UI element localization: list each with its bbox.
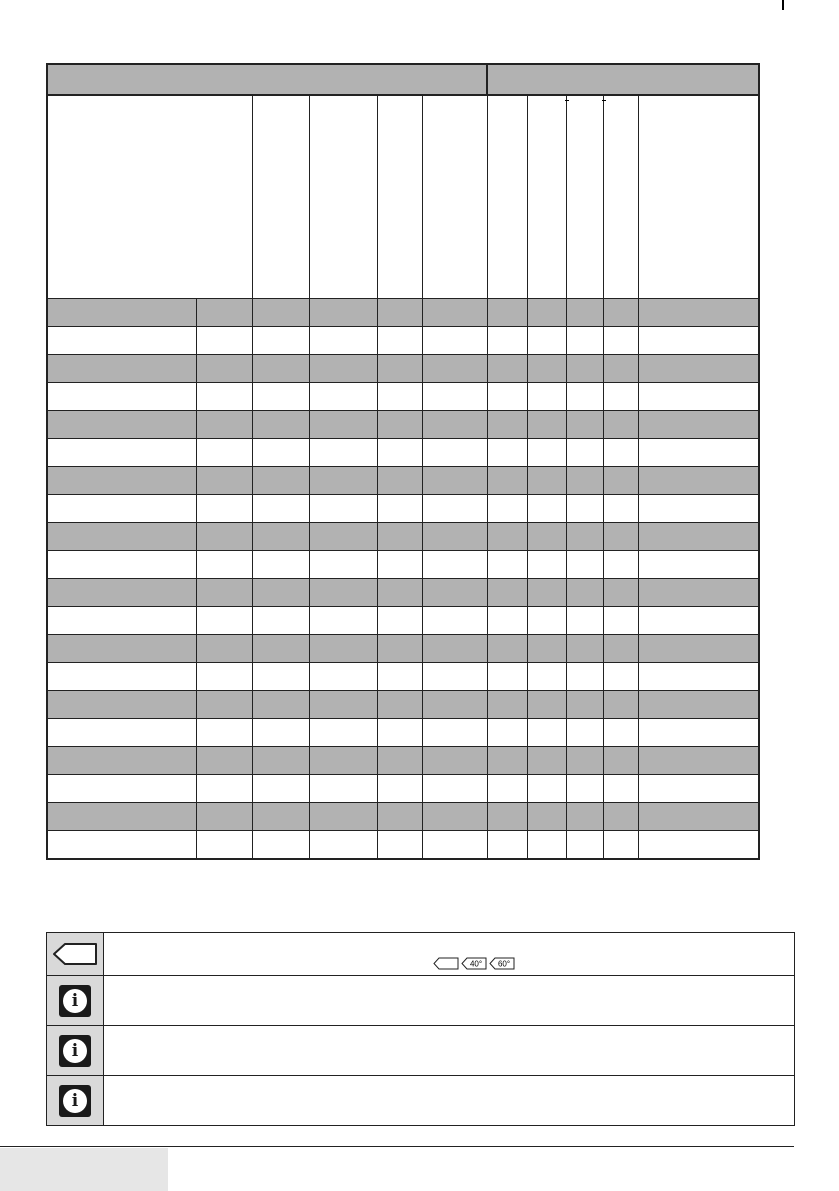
table-cell [638, 635, 759, 663]
table-cell [638, 663, 759, 691]
column-header-programme [47, 95, 252, 299]
table-cell [252, 803, 309, 831]
table-cell [309, 747, 377, 775]
table-cell [422, 327, 487, 355]
table-cell [527, 579, 566, 607]
table-cell [487, 411, 527, 439]
table-cell [196, 775, 252, 803]
table-cell [422, 579, 487, 607]
table-cell [196, 495, 252, 523]
table-cell [196, 411, 252, 439]
table-cell [603, 691, 638, 719]
programme-name-cell [47, 803, 196, 831]
table-cell [309, 523, 377, 551]
table-cell [487, 495, 527, 523]
table-cell [196, 355, 252, 383]
table-cell [603, 551, 638, 579]
table-cell [527, 467, 566, 495]
table-cell [603, 523, 638, 551]
table-cell [487, 439, 527, 467]
table-cell [638, 327, 759, 355]
table-cell [422, 299, 487, 327]
table-cell [422, 607, 487, 635]
table-row [47, 551, 759, 579]
table-row [47, 775, 759, 803]
temperature-tags [433, 957, 515, 970]
table-cell [487, 747, 527, 775]
table-cell [422, 719, 487, 747]
table-cell [566, 607, 603, 635]
table-cell [566, 579, 603, 607]
table-cell [527, 775, 566, 803]
table-cell [252, 355, 309, 383]
table-cell [527, 803, 566, 831]
programme-name-cell [47, 607, 196, 635]
table-cell [377, 719, 422, 747]
table-cell [377, 355, 422, 383]
header-tick-mark [565, 100, 569, 101]
table-cell [377, 495, 422, 523]
column-header [527, 95, 566, 299]
table-cell [309, 607, 377, 635]
table-cell [603, 579, 638, 607]
table-cell [487, 803, 527, 831]
programme-name-cell [47, 299, 196, 327]
table-cell [252, 523, 309, 551]
column-header [309, 95, 377, 299]
table-cell [377, 523, 422, 551]
table-row [47, 495, 759, 523]
table-cell [566, 355, 603, 383]
table-cell [422, 691, 487, 719]
table-cell [487, 523, 527, 551]
table-cell [252, 467, 309, 495]
table-cell [309, 635, 377, 663]
table-cell [527, 635, 566, 663]
info-icon-cell [47, 933, 104, 975]
table-row [47, 579, 759, 607]
table-cell [566, 439, 603, 467]
table-cell [638, 719, 759, 747]
table-cell [252, 299, 309, 327]
table-cell [566, 495, 603, 523]
programme-name-cell [47, 747, 196, 775]
table-row [47, 635, 759, 663]
table-cell [566, 411, 603, 439]
table-cell [487, 663, 527, 691]
info-text [104, 1026, 794, 1075]
table-cell [252, 719, 309, 747]
table-cell [309, 495, 377, 523]
programme-name-cell [47, 719, 196, 747]
programme-name-cell [47, 383, 196, 411]
table-row [47, 747, 759, 775]
table-cell [377, 327, 422, 355]
table-cell [422, 775, 487, 803]
table-cell [527, 495, 566, 523]
column-header [487, 95, 527, 299]
table-cell [309, 775, 377, 803]
svg-text:60°: 60° [497, 959, 511, 969]
table-row [47, 411, 759, 439]
table-cell [252, 551, 309, 579]
programme-name-cell [47, 551, 196, 579]
table-cell [527, 831, 566, 860]
programme-name-cell [47, 439, 196, 467]
table-row [47, 383, 759, 411]
info-row-note [47, 1026, 794, 1076]
table-row [47, 299, 759, 327]
info-icon-cell [47, 976, 104, 1025]
table-cell [603, 719, 638, 747]
table-cell [487, 635, 527, 663]
table-cell [638, 495, 759, 523]
table-cell [566, 523, 603, 551]
table-cell [422, 551, 487, 579]
table-cell [377, 663, 422, 691]
table-cell [309, 803, 377, 831]
option-group-header [487, 64, 759, 95]
table-cell [527, 439, 566, 467]
table-cell [309, 579, 377, 607]
tag-60-icon [489, 957, 515, 970]
table-cell [422, 495, 487, 523]
table-cell [422, 467, 487, 495]
info-row-label [47, 933, 794, 976]
table-cell [603, 635, 638, 663]
table-cell [566, 747, 603, 775]
blank-tag-icon [433, 957, 459, 970]
table-row [47, 719, 759, 747]
table-cell [527, 411, 566, 439]
table-cell [309, 383, 377, 411]
table-cell [196, 439, 252, 467]
info-icon-cell [47, 1076, 104, 1125]
table-cell [377, 803, 422, 831]
table-row [47, 607, 759, 635]
table-cell [377, 411, 422, 439]
table-row [47, 663, 759, 691]
table-cell [638, 803, 759, 831]
table-cell [638, 411, 759, 439]
programme-name-cell [47, 327, 196, 355]
table-cell [422, 411, 487, 439]
table-cell [638, 747, 759, 775]
info-box [46, 932, 795, 1126]
table-cell [252, 327, 309, 355]
programme-group-header [47, 64, 487, 95]
table-cell [527, 663, 566, 691]
table-cell [603, 831, 638, 860]
table-cell [566, 551, 603, 579]
table-cell [377, 747, 422, 775]
table-cell [603, 747, 638, 775]
svg-text:40°: 40° [469, 959, 483, 969]
programme-table [46, 63, 760, 860]
table-cell [603, 803, 638, 831]
table-cell [603, 495, 638, 523]
info-icon: i [59, 1085, 91, 1117]
table-row [47, 439, 759, 467]
table-cell [196, 467, 252, 495]
table-cell [487, 607, 527, 635]
table-cell [487, 691, 527, 719]
info-row-note [47, 1076, 794, 1125]
table-cell [527, 719, 566, 747]
table-cell [309, 663, 377, 691]
table-cell [603, 383, 638, 411]
table-cell [196, 327, 252, 355]
table-cell [527, 607, 566, 635]
table-cell [566, 775, 603, 803]
table-cell [487, 579, 527, 607]
programme-name-cell [47, 691, 196, 719]
footer-page-tab [0, 1148, 168, 1191]
column-header [566, 95, 603, 299]
table-cell [309, 299, 377, 327]
table-cell [566, 719, 603, 747]
info-text [104, 976, 794, 1025]
table-cell [196, 803, 252, 831]
table-cell [487, 775, 527, 803]
table-cell [422, 523, 487, 551]
table-cell [196, 691, 252, 719]
table-cell [196, 831, 252, 860]
table-cell [196, 299, 252, 327]
table-cell [196, 383, 252, 411]
programme-name-cell [47, 831, 196, 860]
programme-name-cell [47, 495, 196, 523]
info-icon: i [59, 985, 91, 1017]
table-cell [252, 495, 309, 523]
page-corner-mark [782, 0, 784, 10]
table-cell [527, 299, 566, 327]
table-cell [377, 579, 422, 607]
table-cell [603, 607, 638, 635]
table-cell [527, 691, 566, 719]
table-cell [196, 747, 252, 775]
table-cell [422, 747, 487, 775]
table-cell [603, 439, 638, 467]
table-cell [196, 551, 252, 579]
table-header-banner [47, 64, 759, 95]
table-cell [566, 327, 603, 355]
table-cell [196, 523, 252, 551]
programme-name-cell [47, 579, 196, 607]
table-cell [377, 383, 422, 411]
programme-name-cell [47, 775, 196, 803]
column-header [422, 95, 487, 299]
table-cell [566, 383, 603, 411]
table-cell [196, 719, 252, 747]
column-header-row [47, 95, 759, 299]
table-row [47, 467, 759, 495]
table-cell [638, 523, 759, 551]
table-cell [638, 467, 759, 495]
table-cell [309, 467, 377, 495]
table-cell [527, 355, 566, 383]
table-cell [377, 775, 422, 803]
table-cell [603, 467, 638, 495]
table-cell [252, 691, 309, 719]
table-row [47, 355, 759, 383]
table-cell [377, 635, 422, 663]
table-cell [377, 299, 422, 327]
table-cell [487, 383, 527, 411]
table-cell [252, 411, 309, 439]
table-cell [638, 831, 759, 860]
table-cell [638, 383, 759, 411]
programme-name-cell [47, 467, 196, 495]
table-cell [377, 439, 422, 467]
programme-name-cell [47, 663, 196, 691]
label-tag-icon [51, 941, 99, 967]
table-cell [487, 467, 527, 495]
table-cell [252, 607, 309, 635]
table-cell [638, 355, 759, 383]
table-cell [196, 579, 252, 607]
table-cell [603, 663, 638, 691]
table-cell [566, 691, 603, 719]
table-cell [252, 831, 309, 860]
table-cell [566, 831, 603, 860]
table-cell [422, 383, 487, 411]
table-cell [422, 663, 487, 691]
table-cell [422, 439, 487, 467]
table-cell [638, 551, 759, 579]
table-cell [566, 635, 603, 663]
column-header [252, 95, 309, 299]
table-cell [309, 719, 377, 747]
table-cell [377, 607, 422, 635]
table-cell [566, 663, 603, 691]
table-row [47, 327, 759, 355]
table-cell [309, 691, 377, 719]
table-cell [487, 551, 527, 579]
table-cell [377, 551, 422, 579]
table-cell [527, 747, 566, 775]
info-icon-cell [47, 1026, 104, 1075]
table-cell [252, 383, 309, 411]
table-cell [487, 327, 527, 355]
column-header [638, 95, 759, 299]
table-cell [566, 299, 603, 327]
table-cell [196, 635, 252, 663]
table-cell [252, 775, 309, 803]
table-cell [422, 831, 487, 860]
footer-rule [0, 1146, 794, 1147]
column-header [377, 95, 422, 299]
table-cell [422, 635, 487, 663]
table-row [47, 803, 759, 831]
table-cell [309, 327, 377, 355]
table-cell [603, 299, 638, 327]
table-cell [638, 579, 759, 607]
table-cell [566, 803, 603, 831]
column-header [603, 95, 638, 299]
table-cell [527, 327, 566, 355]
table-row [47, 691, 759, 719]
table-cell [309, 831, 377, 860]
table-cell [422, 803, 487, 831]
table-cell [252, 579, 309, 607]
table-cell [638, 691, 759, 719]
tag-40-icon [461, 957, 487, 970]
programme-name-cell [47, 355, 196, 383]
table-cell [487, 355, 527, 383]
programme-name-cell [47, 523, 196, 551]
table-cell [377, 691, 422, 719]
table-cell [566, 467, 603, 495]
table-row [47, 831, 759, 860]
table-cell [252, 635, 309, 663]
info-row-note [47, 976, 794, 1026]
info-icon: i [59, 1035, 91, 1067]
table-cell [377, 467, 422, 495]
table-cell [638, 607, 759, 635]
table-cell [309, 411, 377, 439]
table-cell [527, 523, 566, 551]
table-cell [309, 551, 377, 579]
table-cell [252, 747, 309, 775]
table-cell [309, 355, 377, 383]
table-cell [487, 831, 527, 860]
table-cell [603, 411, 638, 439]
table-cell [196, 663, 252, 691]
table-cell [603, 775, 638, 803]
table-row [47, 523, 759, 551]
table-cell [603, 355, 638, 383]
table-cell [638, 439, 759, 467]
header-tick-mark [602, 100, 606, 101]
table-cell [527, 383, 566, 411]
info-text [104, 1076, 794, 1125]
table-cell [638, 299, 759, 327]
table-cell [487, 299, 527, 327]
table-cell [638, 775, 759, 803]
table-cell [252, 439, 309, 467]
table-cell [603, 327, 638, 355]
table-cell [309, 439, 377, 467]
table-cell [252, 663, 309, 691]
table-cell [487, 719, 527, 747]
table-cell [196, 607, 252, 635]
programme-name-cell [47, 411, 196, 439]
table-cell [422, 355, 487, 383]
programme-name-cell [47, 635, 196, 663]
table-cell [527, 551, 566, 579]
info-text [104, 933, 794, 975]
table-cell [377, 831, 422, 860]
